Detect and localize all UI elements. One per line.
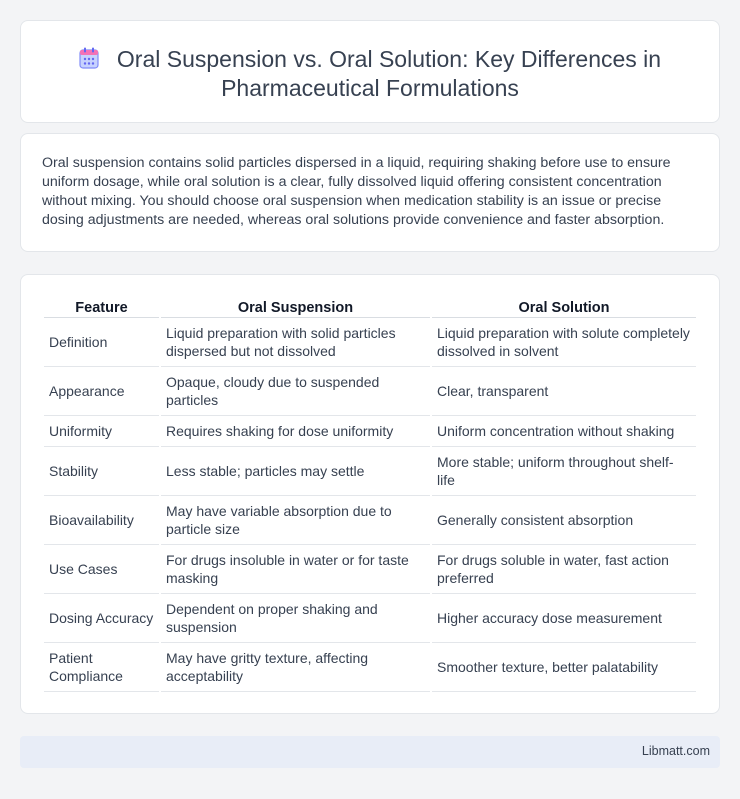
table-row: [44, 496, 696, 545]
calendar-icon: [79, 47, 99, 69]
row-feature: Patient Compliance: [44, 643, 159, 692]
comparison-table: [42, 296, 698, 692]
footer-bar: [20, 736, 720, 768]
row-feature: Stability: [44, 447, 159, 496]
row-solution-value: For drugs soluble in water, fast action preferred: [432, 545, 696, 594]
table-row: [44, 447, 696, 496]
footer-brand[interactable]: Libmatt.com: [641, 744, 710, 758]
row-suspension-value: Dependent on proper shaking and suspension: [161, 594, 430, 643]
table-row: [44, 545, 696, 594]
table-row: [44, 416, 696, 447]
row-feature: Definition: [44, 318, 159, 367]
table-row: [44, 367, 696, 416]
table-header-row: [44, 296, 696, 318]
row-solution-value: Higher accuracy dose measurement: [432, 594, 696, 643]
row-solution-value: Liquid preparation with solute completely dissolved in solvent: [432, 318, 696, 367]
page-title-container: [21, 45, 719, 103]
row-suspension-value: May have gritty texture, affecting acceptability: [161, 643, 430, 692]
table-row: [44, 594, 696, 643]
row-solution-value: Smoother texture, better palatability: [432, 643, 696, 692]
title-card: [20, 20, 720, 123]
row-feature: Appearance: [44, 367, 159, 416]
header-feature: Feature: [44, 296, 159, 318]
comparison-card: [20, 274, 720, 714]
row-feature: Dosing Accuracy: [44, 594, 159, 643]
row-feature: Bioavailability: [44, 496, 159, 545]
header-oral-solution: Oral Solution: [432, 296, 696, 318]
row-feature: Use Cases: [44, 545, 159, 594]
row-solution-value: Generally consistent absorption: [432, 496, 696, 545]
intro-paragraph: Oral suspension contains solid particles dispersed in a liquid, requiring shaking before use to ensure uniform dosage, while oral solution is a clear, fully dissolved liquid offering consistent concentration without mixing. You should choose oral suspension when medication stability is an issue or precise dosing adjustments are needed, whereas oral solutions provide convenience and faster absorption.: [42, 155, 671, 228]
row-suspension-value: For drugs insoluble in water or for taste masking: [161, 545, 430, 594]
row-suspension-value: Liquid preparation with solid particles dispersed but not dissolved: [161, 318, 430, 367]
row-solution-value: Clear, transparent: [432, 367, 696, 416]
page-title: Oral Suspension vs. Oral Solution: Key Differences in Pharmaceutical Formulations: [116, 46, 662, 101]
row-solution-value: Uniform concentration without shaking: [432, 416, 696, 447]
row-feature: Uniformity: [44, 416, 159, 447]
table-row: [44, 318, 696, 367]
row-solution-value: More stable; uniform throughout shelf-life: [432, 447, 696, 496]
table-row: [44, 643, 696, 692]
row-suspension-value: Requires shaking for dose uniformity: [161, 416, 430, 447]
intro-card: [20, 133, 720, 252]
row-suspension-value: Less stable; particles may settle: [161, 447, 430, 496]
row-suspension-value: May have variable absorption due to particle size: [161, 496, 430, 545]
header-oral-suspension: Oral Suspension: [161, 296, 430, 318]
row-suspension-value: Opaque, cloudy due to suspended particles: [161, 367, 430, 416]
